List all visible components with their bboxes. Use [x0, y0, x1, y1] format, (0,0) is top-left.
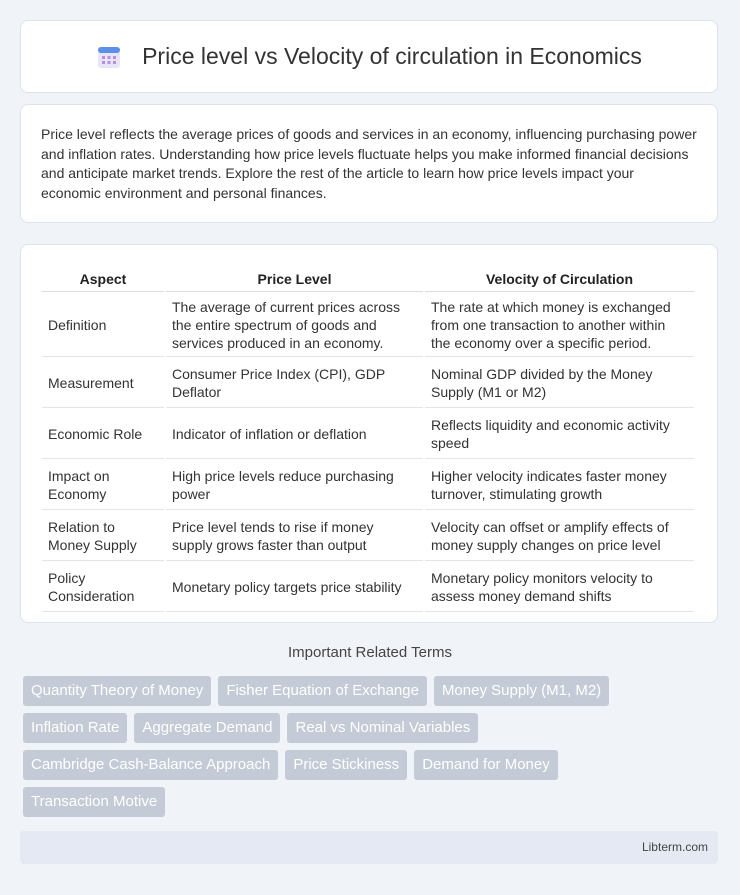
footer [20, 831, 718, 864]
footer-site-link[interactable]: Libterm.com [641, 840, 708, 854]
related-terms-title: Important Related Terms [288, 644, 452, 661]
cell-price-level: Price level tends to rise if money supply grows faster than output [166, 512, 423, 561]
calendar-icon [96, 44, 122, 70]
related-tag[interactable]: Cambridge Cash-Balance Approach [23, 750, 278, 780]
table-row [42, 410, 694, 459]
cell-velocity: The rate at which money is exchanged from one transaction to another within the economy over a specific period. [425, 294, 694, 357]
title-card [20, 20, 718, 93]
cell-velocity: Nominal GDP divided by the Money Supply (M1 or M2) [425, 359, 694, 408]
related-tag[interactable]: Money Supply (M1, M2) [434, 676, 609, 706]
cell-aspect: Policy Consideration [42, 563, 164, 612]
cell-price-level: Monetary policy targets price stability [166, 563, 423, 612]
header-velocity: Velocity of Circulation [425, 267, 694, 292]
cell-aspect: Economic Role [42, 410, 164, 459]
related-tag[interactable]: Quantity Theory of Money [23, 676, 211, 706]
related-tag[interactable]: Aggregate Demand [134, 713, 280, 743]
header-aspect: Aspect [42, 267, 164, 292]
cell-price-level: The average of current prices across the entire spectrum of goods and services produced in an economy. [166, 294, 423, 357]
related-tag[interactable]: Fisher Equation of Exchange [218, 676, 427, 706]
header-price-level: Price Level [166, 267, 423, 292]
cell-velocity: Velocity can offset or amplify effects of money supply changes on price level [425, 512, 694, 561]
cell-aspect: Impact on Economy [42, 461, 164, 510]
cell-aspect: Measurement [42, 359, 164, 408]
comparison-table [40, 265, 696, 614]
intro-text: Price level reflects the average prices of goods and services in an economy, influencing purchasing power and inflation rates. Understanding how price levels fluctuate helps you make informed financial decisions and anticipate market trends. Explore the rest of the article to learn how price levels impact your economic environment and personal finances. [41, 126, 697, 201]
table-row [42, 359, 694, 408]
related-tag[interactable]: Demand for Money [414, 750, 558, 780]
table-row [42, 294, 694, 357]
related-tag[interactable]: Transaction Motive [23, 787, 165, 817]
related-tag[interactable]: Price Stickiness [285, 750, 407, 780]
cell-aspect: Relation to Money Supply [42, 512, 164, 561]
cell-price-level: Indicator of inflation or deflation [166, 410, 423, 459]
intro-card [20, 104, 718, 223]
cell-velocity: Reflects liquidity and economic activity speed [425, 410, 694, 459]
related-terms-list [23, 676, 663, 817]
cell-aspect: Definition [42, 294, 164, 357]
related-tag[interactable]: Inflation Rate [23, 713, 127, 743]
comparison-card [20, 244, 718, 623]
related-tag[interactable]: Real vs Nominal Variables [287, 713, 478, 743]
table-row [42, 563, 694, 612]
cell-velocity: Higher velocity indicates faster money turnover, stimulating growth [425, 461, 694, 510]
cell-price-level: High price levels reduce purchasing power [166, 461, 423, 510]
table-header-row [42, 267, 694, 292]
cell-velocity: Monetary policy monitors velocity to assess money demand shifts [425, 563, 694, 612]
cell-price-level: Consumer Price Index (CPI), GDP Deflator [166, 359, 423, 408]
table-row [42, 512, 694, 561]
page-title: Price level vs Velocity of circulation in Economics [142, 43, 642, 69]
table-row [42, 461, 694, 510]
